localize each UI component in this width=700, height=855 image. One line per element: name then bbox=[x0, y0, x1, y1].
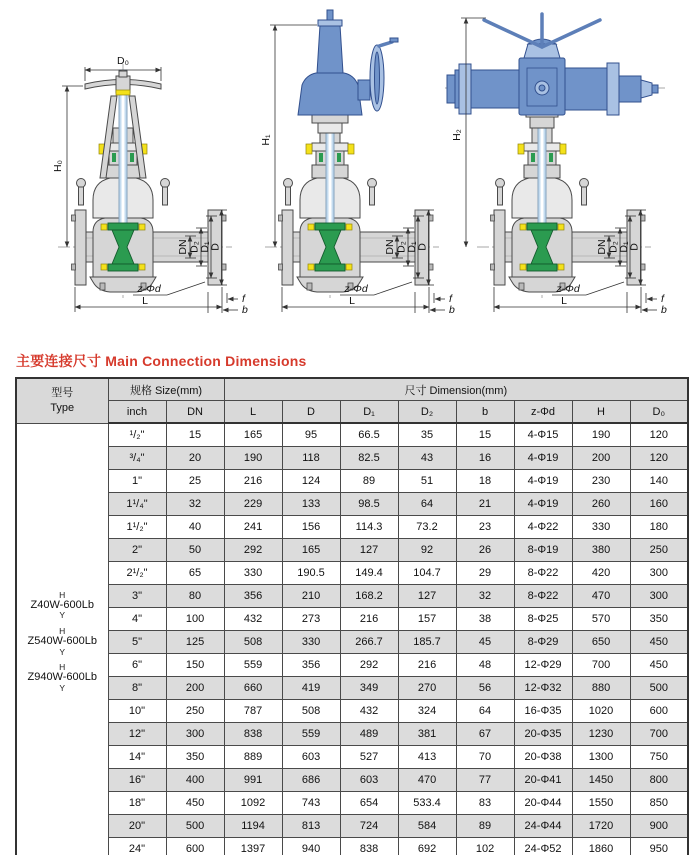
table-cell: 4-Φ19 bbox=[514, 447, 572, 470]
table-cell: 450 bbox=[630, 654, 688, 677]
table-cell: 950 bbox=[630, 838, 688, 855]
table-cell: 120 bbox=[630, 423, 688, 447]
table-cell: 190.5 bbox=[282, 562, 340, 585]
header-type-en: Type bbox=[50, 401, 75, 414]
header-type-cn: 型号 bbox=[51, 387, 74, 400]
table-cell: 23 bbox=[456, 516, 514, 539]
table-cell: 20" bbox=[108, 815, 166, 838]
table-cell: 70 bbox=[456, 746, 514, 769]
table-cell: 77 bbox=[456, 769, 514, 792]
table-cell: 190 bbox=[572, 423, 630, 447]
table-cell: 24" bbox=[108, 838, 166, 855]
table-cell: 4-Φ15 bbox=[514, 423, 572, 447]
table-row bbox=[16, 539, 688, 562]
table-cell: 324 bbox=[398, 700, 456, 723]
table-cell: 350 bbox=[630, 608, 688, 631]
table-cell: 940 bbox=[282, 838, 340, 855]
table-cell: 32 bbox=[166, 493, 224, 516]
table-cell: 750 bbox=[630, 746, 688, 769]
header-col-b: b bbox=[456, 401, 514, 424]
table-cell: 18 bbox=[456, 470, 514, 493]
table-cell: 20-Φ38 bbox=[514, 746, 572, 769]
table-cell: 1300 bbox=[572, 746, 630, 769]
table-cell: 420 bbox=[572, 562, 630, 585]
table-cell: 15 bbox=[166, 423, 224, 447]
table-cell: 127 bbox=[398, 585, 456, 608]
table-cell: 66.5 bbox=[340, 423, 398, 447]
table-body bbox=[16, 423, 688, 855]
table-cell: 20-Φ41 bbox=[514, 769, 572, 792]
table-cell: 292 bbox=[224, 539, 282, 562]
table-cell: 533.4 bbox=[398, 792, 456, 815]
table-row bbox=[16, 493, 688, 516]
table-cell: ³/₄" bbox=[108, 447, 166, 470]
table-cell: 24-Φ52 bbox=[514, 838, 572, 855]
valve-drawings bbox=[0, 0, 700, 348]
table-cell: 149.4 bbox=[340, 562, 398, 585]
table-cell: 559 bbox=[224, 654, 282, 677]
table-cell: 156 bbox=[282, 516, 340, 539]
table-cell: 4-Φ19 bbox=[514, 493, 572, 516]
table-cell: 1092 bbox=[224, 792, 282, 815]
type-designation: H Z940W-600Lb Y bbox=[27, 662, 97, 693]
table-cell: 2" bbox=[108, 539, 166, 562]
table-cell: 200 bbox=[572, 447, 630, 470]
table-cell: 120 bbox=[630, 447, 688, 470]
table-cell: 350 bbox=[166, 746, 224, 769]
table-cell: 700 bbox=[630, 723, 688, 746]
table-cell: 140 bbox=[630, 470, 688, 493]
table-cell: 89 bbox=[456, 815, 514, 838]
table-cell: 14" bbox=[108, 746, 166, 769]
table-cell: 216 bbox=[398, 654, 456, 677]
table-row bbox=[16, 447, 688, 470]
table-cell: 8-Φ25 bbox=[514, 608, 572, 631]
table-cell: 1" bbox=[108, 470, 166, 493]
table-cell: 20 bbox=[166, 447, 224, 470]
table-cell: 4-Φ22 bbox=[514, 516, 572, 539]
header-col-d: D bbox=[282, 401, 340, 424]
type-designation: H Z40W-600Lb Y bbox=[30, 589, 94, 621]
table-cell: 8-Φ22 bbox=[514, 562, 572, 585]
table-cell: 40 bbox=[166, 516, 224, 539]
table-cell: 5" bbox=[108, 631, 166, 654]
table-cell: 330 bbox=[282, 631, 340, 654]
table-cell: 25 bbox=[166, 470, 224, 493]
table-cell: 83 bbox=[456, 792, 514, 815]
table-header bbox=[16, 378, 688, 423]
header-row-groups bbox=[16, 378, 688, 401]
table-cell: 432 bbox=[224, 608, 282, 631]
table-cell: 8-Φ29 bbox=[514, 631, 572, 654]
table-cell: 64 bbox=[456, 700, 514, 723]
table-cell: 381 bbox=[398, 723, 456, 746]
table-cell: 3" bbox=[108, 585, 166, 608]
table-row bbox=[16, 470, 688, 493]
table-cell: 743 bbox=[282, 792, 340, 815]
table-cell: 470 bbox=[572, 585, 630, 608]
table-cell: 150 bbox=[166, 654, 224, 677]
table-row bbox=[16, 631, 688, 654]
table-cell: 889 bbox=[224, 746, 282, 769]
table-cell: 880 bbox=[572, 677, 630, 700]
table-cell: 1¹/₄" bbox=[108, 493, 166, 516]
table-cell: 190 bbox=[224, 447, 282, 470]
type-cell bbox=[16, 423, 108, 855]
header-type bbox=[16, 378, 108, 423]
table-cell: 838 bbox=[340, 838, 398, 855]
table-cell: 168.2 bbox=[340, 585, 398, 608]
table-cell: 32 bbox=[456, 585, 514, 608]
dimension-table bbox=[15, 377, 689, 855]
table-cell: 118 bbox=[282, 447, 340, 470]
table-cell: 12-Φ29 bbox=[514, 654, 572, 677]
table-cell: 991 bbox=[224, 769, 282, 792]
dim-label-h2: H₂ bbox=[451, 129, 463, 141]
table-cell: 80 bbox=[166, 585, 224, 608]
dim-label-h0: H₀ bbox=[52, 160, 64, 172]
table-cell: 432 bbox=[340, 700, 398, 723]
table-cell: 1397 bbox=[224, 838, 282, 855]
table-cell: 73.2 bbox=[398, 516, 456, 539]
gate-valve-drawings-svg bbox=[0, 0, 700, 348]
table-cell: 35 bbox=[398, 423, 456, 447]
table-cell: 527 bbox=[340, 746, 398, 769]
table-cell: 127 bbox=[340, 539, 398, 562]
h2-dimension bbox=[451, 18, 486, 247]
header-size-group: 规格 Size(mm) bbox=[108, 378, 224, 401]
table-row bbox=[16, 608, 688, 631]
table-cell: 56 bbox=[456, 677, 514, 700]
table-cell: 356 bbox=[224, 585, 282, 608]
table-cell: 16" bbox=[108, 769, 166, 792]
table-cell: 600 bbox=[166, 838, 224, 855]
table-cell: 21 bbox=[456, 493, 514, 516]
table-cell: 180 bbox=[630, 516, 688, 539]
valve-drawing-electric bbox=[445, 14, 667, 316]
table-row bbox=[16, 723, 688, 746]
table-cell: 104.7 bbox=[398, 562, 456, 585]
table-cell: 216 bbox=[340, 608, 398, 631]
table-cell: 64 bbox=[398, 493, 456, 516]
table-cell: 95 bbox=[282, 423, 340, 447]
header-col-l: L bbox=[224, 401, 282, 424]
table-cell: 16 bbox=[456, 447, 514, 470]
table-cell: 838 bbox=[224, 723, 282, 746]
table-cell: 419 bbox=[282, 677, 340, 700]
table-cell: 1450 bbox=[572, 769, 630, 792]
table-cell: 65 bbox=[166, 562, 224, 585]
table-cell: 570 bbox=[572, 608, 630, 631]
header-col-d2: D₂ bbox=[398, 401, 456, 424]
table-cell: 250 bbox=[166, 700, 224, 723]
table-cell: 216 bbox=[224, 470, 282, 493]
table-row bbox=[16, 654, 688, 677]
table-cell: 300 bbox=[630, 562, 688, 585]
table-cell: 489 bbox=[340, 723, 398, 746]
table-cell: 160 bbox=[630, 493, 688, 516]
table-cell: 292 bbox=[340, 654, 398, 677]
table-cell: 15 bbox=[456, 423, 514, 447]
table-cell: 98.5 bbox=[340, 493, 398, 516]
table-cell: 700 bbox=[572, 654, 630, 677]
table-cell: 157 bbox=[398, 608, 456, 631]
table-cell: 650 bbox=[572, 631, 630, 654]
table-cell: 20-Φ35 bbox=[514, 723, 572, 746]
table-cell: 43 bbox=[398, 447, 456, 470]
table-cell: 900 bbox=[630, 815, 688, 838]
header-row-columns bbox=[16, 401, 688, 424]
table-cell: 6" bbox=[108, 654, 166, 677]
table-cell: 660 bbox=[224, 677, 282, 700]
table-cell: 1020 bbox=[572, 700, 630, 723]
table-cell: 850 bbox=[630, 792, 688, 815]
table-cell: 82.5 bbox=[340, 447, 398, 470]
table-cell: 380 bbox=[572, 539, 630, 562]
table-cell: 230 bbox=[572, 470, 630, 493]
table-cell: 4" bbox=[108, 608, 166, 631]
table-cell: 125 bbox=[166, 631, 224, 654]
table-cell: 50 bbox=[166, 539, 224, 562]
table-cell: 165 bbox=[282, 539, 340, 562]
table-cell: 787 bbox=[224, 700, 282, 723]
table-row bbox=[16, 815, 688, 838]
table-cell: 67 bbox=[456, 723, 514, 746]
table-cell: 450 bbox=[166, 792, 224, 815]
table-cell: 18" bbox=[108, 792, 166, 815]
table-cell: 1194 bbox=[224, 815, 282, 838]
table-cell: 12-Φ32 bbox=[514, 677, 572, 700]
dim-label-d0: D₀ bbox=[117, 55, 129, 67]
table-cell: 16-Φ35 bbox=[514, 700, 572, 723]
table-row bbox=[16, 677, 688, 700]
table-cell: 500 bbox=[630, 677, 688, 700]
table-row bbox=[16, 792, 688, 815]
dim-label-h1: H₁ bbox=[260, 134, 272, 146]
section-title: 主要连接尺寸 Main Connection Dimensions bbox=[16, 353, 307, 369]
table-row bbox=[16, 562, 688, 585]
header-col-d0: D₀ bbox=[630, 401, 688, 424]
table-cell: 20-Φ44 bbox=[514, 792, 572, 815]
table-row bbox=[16, 423, 688, 447]
table-cell: 813 bbox=[282, 815, 340, 838]
table-cell: 584 bbox=[398, 815, 456, 838]
table-cell: 470 bbox=[398, 769, 456, 792]
table-cell: 133 bbox=[282, 493, 340, 516]
table-cell: 200 bbox=[166, 677, 224, 700]
table-cell: 29 bbox=[456, 562, 514, 585]
table-row bbox=[16, 516, 688, 539]
table-cell: 603 bbox=[282, 746, 340, 769]
dimension-table-wrap bbox=[15, 377, 689, 855]
table-cell: 8" bbox=[108, 677, 166, 700]
table-cell: 102 bbox=[456, 838, 514, 855]
table-cell: 330 bbox=[224, 562, 282, 585]
table-cell: 8-Φ19 bbox=[514, 539, 572, 562]
table-cell: ¹/₂" bbox=[108, 423, 166, 447]
table-cell: 26 bbox=[456, 539, 514, 562]
table-cell: 349 bbox=[340, 677, 398, 700]
table-cell: 229 bbox=[224, 493, 282, 516]
type-designation: H Z540W-600Lb Y bbox=[27, 626, 97, 657]
table-cell: 241 bbox=[224, 516, 282, 539]
table-cell: 500 bbox=[166, 815, 224, 838]
header-col-dn: DN bbox=[166, 401, 224, 424]
table-cell: 24-Φ44 bbox=[514, 815, 572, 838]
table-cell: 800 bbox=[630, 769, 688, 792]
table-cell: 1550 bbox=[572, 792, 630, 815]
table-cell: 124 bbox=[282, 470, 340, 493]
header-col-d1: D₁ bbox=[340, 401, 398, 424]
table-cell: 686 bbox=[282, 769, 340, 792]
table-cell: 38 bbox=[456, 608, 514, 631]
table-cell: 89 bbox=[340, 470, 398, 493]
table-cell: 12" bbox=[108, 723, 166, 746]
table-row bbox=[16, 769, 688, 792]
table-cell: 4-Φ19 bbox=[514, 470, 572, 493]
table-cell: 400 bbox=[166, 769, 224, 792]
table-cell: 508 bbox=[224, 631, 282, 654]
table-cell: 165 bbox=[224, 423, 282, 447]
table-cell: 603 bbox=[340, 769, 398, 792]
table-cell: 654 bbox=[340, 792, 398, 815]
table-cell: 114.3 bbox=[340, 516, 398, 539]
table-cell: 2¹/₂" bbox=[108, 562, 166, 585]
header-col-z-phi-d: z-Φd bbox=[514, 401, 572, 424]
header-col-h: H bbox=[572, 401, 630, 424]
table-row bbox=[16, 838, 688, 855]
table-cell: 692 bbox=[398, 838, 456, 855]
table-cell: 330 bbox=[572, 516, 630, 539]
table-cell: 260 bbox=[572, 493, 630, 516]
header-col-inch: inch bbox=[108, 401, 166, 424]
table-cell: 559 bbox=[282, 723, 340, 746]
table-cell: 250 bbox=[630, 539, 688, 562]
table-cell: 356 bbox=[282, 654, 340, 677]
valve-drawing-handwheel bbox=[52, 55, 248, 316]
table-cell: 270 bbox=[398, 677, 456, 700]
table-row bbox=[16, 746, 688, 769]
table-cell: 300 bbox=[630, 585, 688, 608]
table-cell: 8-Φ22 bbox=[514, 585, 572, 608]
table-cell: 10" bbox=[108, 700, 166, 723]
valve-drawing-bevel-gear bbox=[260, 10, 455, 316]
table-row bbox=[16, 700, 688, 723]
table-cell: 100 bbox=[166, 608, 224, 631]
table-cell: 413 bbox=[398, 746, 456, 769]
table-cell: 51 bbox=[398, 470, 456, 493]
table-cell: 273 bbox=[282, 608, 340, 631]
table-cell: 600 bbox=[630, 700, 688, 723]
table-cell: 724 bbox=[340, 815, 398, 838]
table-cell: 185.7 bbox=[398, 631, 456, 654]
table-cell: 48 bbox=[456, 654, 514, 677]
table-cell: 210 bbox=[282, 585, 340, 608]
table-cell: 1720 bbox=[572, 815, 630, 838]
table-cell: 1230 bbox=[572, 723, 630, 746]
table-cell: 508 bbox=[282, 700, 340, 723]
table-cell: 45 bbox=[456, 631, 514, 654]
table-cell: 1860 bbox=[572, 838, 630, 855]
table-row bbox=[16, 585, 688, 608]
table-cell: 450 bbox=[630, 631, 688, 654]
header-dimension-group: 尺寸 Dimension(mm) bbox=[224, 378, 688, 401]
table-cell: 1¹/₂" bbox=[108, 516, 166, 539]
table-cell: 92 bbox=[398, 539, 456, 562]
table-cell: 300 bbox=[166, 723, 224, 746]
table-cell: 266.7 bbox=[340, 631, 398, 654]
